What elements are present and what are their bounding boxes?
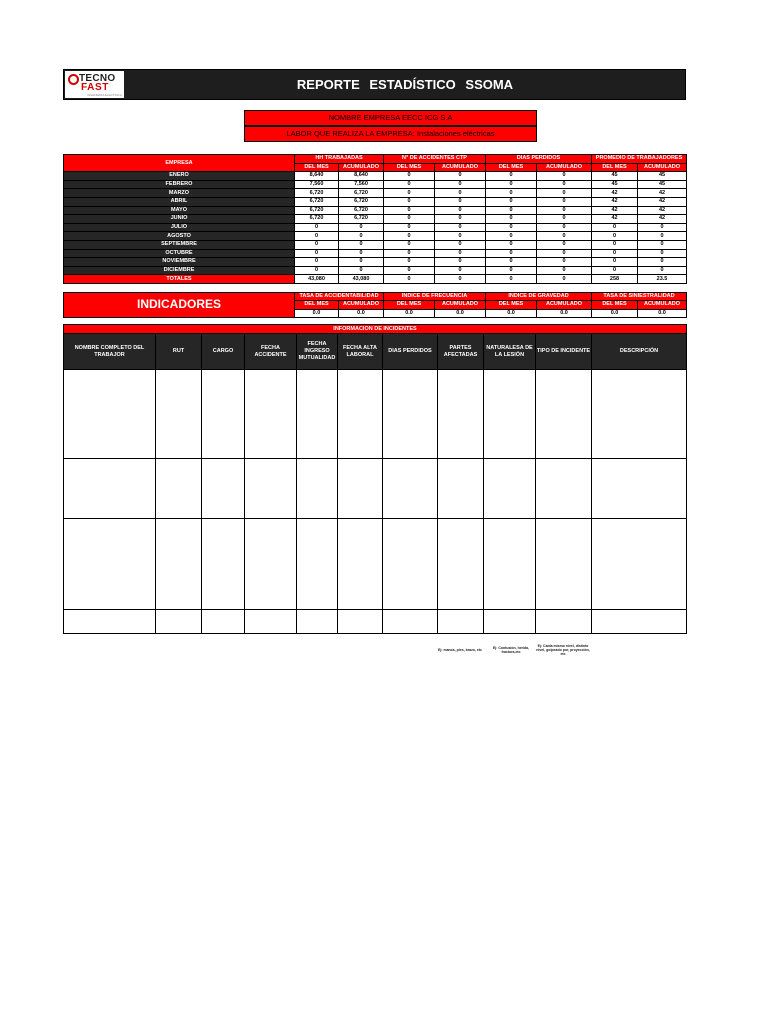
- cell: 0: [486, 249, 537, 258]
- group-header-hh: HH TRABAJADAS: [295, 155, 384, 164]
- column-header: DESCRIPCIÓN: [592, 334, 687, 370]
- cell: 7,560: [339, 180, 384, 189]
- cell: 0: [592, 258, 638, 267]
- cell: 0: [339, 232, 384, 241]
- subheader: ACUMULADO: [537, 163, 592, 172]
- cell: 0: [638, 249, 687, 258]
- indicator-value: 0.0: [592, 309, 638, 317]
- month-label: JUNIO: [64, 215, 295, 224]
- cell: 0: [435, 189, 486, 198]
- cell: 0: [592, 266, 638, 275]
- cell[interactable]: [297, 610, 338, 634]
- cell[interactable]: [297, 459, 338, 519]
- cell: 0: [486, 223, 537, 232]
- month-label: ABRIL: [64, 197, 295, 206]
- subheader: ACUMULADO: [339, 163, 384, 172]
- indicator-value: 0.0: [537, 309, 592, 317]
- column-header: DIAS PERDIDOS: [383, 334, 438, 370]
- cell[interactable]: [338, 370, 383, 459]
- cell: 0: [384, 266, 435, 275]
- cell: 0: [537, 258, 592, 267]
- subheader: DEL MES: [592, 163, 638, 172]
- month-label: ENERO: [64, 172, 295, 181]
- column-header: CARGO: [202, 334, 245, 370]
- cell[interactable]: [156, 519, 202, 610]
- company-name: NOMBRE EMPRESA EECC ICG S.A: [244, 110, 537, 126]
- subheader: ACUMULADO: [638, 163, 687, 172]
- month-label: NOVIEMBRE: [64, 258, 295, 267]
- cell: 0: [295, 240, 339, 249]
- cell[interactable]: [245, 519, 297, 610]
- cell[interactable]: [297, 519, 338, 610]
- cell: 6,720: [295, 215, 339, 224]
- cell: 0: [384, 206, 435, 215]
- cell[interactable]: [202, 459, 245, 519]
- indicator-value: 0.0: [295, 309, 339, 317]
- cell: 0: [592, 249, 638, 258]
- cell: 0: [295, 266, 339, 275]
- report-title: REPORTE ESTADÍSTICO SSOMA: [296, 77, 514, 92]
- cell: 0: [384, 172, 435, 181]
- cell[interactable]: [536, 370, 592, 459]
- cell: 6,720: [339, 189, 384, 198]
- cell: 0: [638, 258, 687, 267]
- cell[interactable]: [245, 610, 297, 634]
- month-label: MAYO: [64, 206, 295, 215]
- cell: 0: [295, 232, 339, 241]
- subheader: DEL MES: [486, 163, 537, 172]
- incident-row: [64, 519, 687, 610]
- indicator-value: 0.0: [638, 309, 687, 317]
- cell: 0: [638, 232, 687, 241]
- cell: 45: [638, 172, 687, 181]
- totals-label: TOTALES: [64, 275, 295, 284]
- incident-row: [64, 459, 687, 519]
- cell: 0: [537, 189, 592, 198]
- cell: 42: [592, 206, 638, 215]
- month-label: AGOSTO: [64, 232, 295, 241]
- cell: 0: [486, 189, 537, 198]
- cell[interactable]: [592, 370, 687, 459]
- table-row: [64, 215, 687, 224]
- column-header: FECHA INGRESO MUTUALIDAD: [297, 334, 338, 370]
- cell[interactable]: [484, 370, 536, 459]
- month-label: DICIEMBRE: [64, 266, 295, 275]
- table-row: [64, 189, 687, 198]
- incident-row: [64, 610, 687, 634]
- cell[interactable]: [297, 370, 338, 459]
- cell[interactable]: [245, 370, 297, 459]
- cell: 0: [339, 249, 384, 258]
- cell[interactable]: [438, 370, 484, 459]
- month-label: JULIO: [64, 223, 295, 232]
- footnote-incident-type: Ej: Caída mismo nivel, distinto nivel, golpeado por, proyección, etc: [536, 644, 590, 656]
- table-row: [64, 249, 687, 258]
- indicators-title: INDICADORES: [64, 293, 295, 318]
- subheader: DEL MES: [384, 163, 435, 172]
- cell: 0: [537, 206, 592, 215]
- cell: 0: [537, 197, 592, 206]
- cell[interactable]: [64, 519, 156, 610]
- cell: 0: [384, 189, 435, 198]
- indicator-value: 0.0: [339, 309, 384, 317]
- cell: 0: [295, 258, 339, 267]
- cell[interactable]: [383, 370, 438, 459]
- cell: 6,720: [295, 197, 339, 206]
- cell: 0: [435, 197, 486, 206]
- cell: 6,720: [339, 197, 384, 206]
- cell[interactable]: [536, 610, 592, 634]
- totals-row: [64, 275, 687, 284]
- subheader: ACUMULADO: [339, 301, 384, 309]
- cell: 45: [592, 172, 638, 181]
- logo-text-top: TECNO: [79, 73, 116, 84]
- group-header: TASA DE ACCIDENTABILIDAD: [295, 293, 384, 301]
- cell: 0: [295, 249, 339, 258]
- cell[interactable]: [338, 610, 383, 634]
- cell: 0: [435, 223, 486, 232]
- cell: 0: [537, 223, 592, 232]
- cell: 0: [384, 240, 435, 249]
- cell: 6,720: [295, 206, 339, 215]
- cell[interactable]: [202, 370, 245, 459]
- cell: 45: [592, 180, 638, 189]
- cell[interactable]: [536, 519, 592, 610]
- cell[interactable]: [438, 610, 484, 634]
- group-header: INDICE DE GRAVEDAD: [486, 293, 592, 301]
- footnote-injury: Ej: Contusión, herida, fractura,etc: [492, 646, 530, 654]
- cell: 0: [486, 206, 537, 215]
- group-header: INDICE DE FRECUENCIA: [384, 293, 486, 301]
- cell: 0: [537, 249, 592, 258]
- cell: 0: [486, 215, 537, 224]
- subheader: DEL MES: [295, 301, 339, 309]
- subheader: ACUMULADO: [537, 301, 592, 309]
- table-row: [64, 258, 687, 267]
- subheader: DEL MES: [592, 301, 638, 309]
- cell[interactable]: [64, 610, 156, 634]
- cell: 0: [384, 275, 435, 284]
- table-row: [64, 180, 687, 189]
- cell: 6,720: [295, 189, 339, 198]
- cell: 0: [486, 258, 537, 267]
- cell: 0: [384, 215, 435, 224]
- indicator-value: 0.0: [435, 309, 486, 317]
- cell[interactable]: [156, 370, 202, 459]
- cell: 0: [339, 223, 384, 232]
- cell: 0: [435, 249, 486, 258]
- cell: 0: [435, 275, 486, 284]
- indicators-table: [63, 292, 687, 318]
- subheader: DEL MES: [486, 301, 537, 309]
- cell: 42: [638, 206, 687, 215]
- subheader: DEL MES: [295, 163, 339, 172]
- cell: 0: [537, 180, 592, 189]
- subheader: DEL MES: [384, 301, 435, 309]
- cell: 6,720: [339, 215, 384, 224]
- cell: 0: [537, 240, 592, 249]
- indicator-value: 0.0: [384, 309, 435, 317]
- cell[interactable]: [64, 459, 156, 519]
- table-row: [64, 206, 687, 215]
- cell: 0: [384, 180, 435, 189]
- cell: 0: [486, 240, 537, 249]
- cell: 0: [295, 223, 339, 232]
- indicator-value: 0.0: [486, 309, 537, 317]
- cell: 0: [638, 240, 687, 249]
- cell[interactable]: [592, 610, 687, 634]
- logo-text-bottom: FAST: [81, 82, 109, 93]
- cell: 42: [592, 197, 638, 206]
- table-row: [64, 172, 687, 181]
- group-header-avg-workers: PROMEDIO DE TRABAJADORES: [592, 155, 687, 164]
- cell: 43,080: [295, 275, 339, 284]
- cell[interactable]: [592, 519, 687, 610]
- column-header: NATURALESA DE LA LESIÓN: [484, 334, 536, 370]
- column-header: TIPO DE INCIDENTE: [536, 334, 592, 370]
- cell[interactable]: [156, 610, 202, 634]
- cell: 0: [435, 258, 486, 267]
- cell: 23.5: [638, 275, 687, 284]
- cell[interactable]: [338, 459, 383, 519]
- cell[interactable]: [156, 459, 202, 519]
- month-label: MARZO: [64, 189, 295, 198]
- company-logo: [65, 71, 124, 98]
- cell: 0: [486, 172, 537, 181]
- statistics-table: [63, 154, 687, 284]
- cell: 42: [638, 197, 687, 206]
- cell: 0: [384, 232, 435, 241]
- month-label: OCTUBRE: [64, 249, 295, 258]
- cell[interactable]: [338, 519, 383, 610]
- footnote-parts: Ej: manos, pies, brazo, etc: [438, 648, 482, 652]
- cell: 0: [435, 240, 486, 249]
- cell: 0: [384, 223, 435, 232]
- cell: 45: [638, 180, 687, 189]
- cell: 0: [339, 258, 384, 267]
- cell: 0: [592, 223, 638, 232]
- cell: 42: [592, 189, 638, 198]
- cell[interactable]: [64, 370, 156, 459]
- cell: 0: [537, 266, 592, 275]
- cell: 0: [435, 232, 486, 241]
- cell: 42: [638, 189, 687, 198]
- table-row: [64, 232, 687, 241]
- cell: 0: [486, 180, 537, 189]
- cell: 0: [435, 180, 486, 189]
- table-row: [64, 240, 687, 249]
- cell[interactable]: [245, 459, 297, 519]
- cell: 0: [638, 223, 687, 232]
- month-label: FEBRERO: [64, 180, 295, 189]
- table-row: [64, 223, 687, 232]
- cell[interactable]: [484, 459, 536, 519]
- cell: 0: [435, 172, 486, 181]
- logo-circle-icon: [68, 74, 79, 85]
- cell: 0: [435, 206, 486, 215]
- cell: 0: [435, 266, 486, 275]
- cell[interactable]: [484, 519, 536, 610]
- cell: 6,720: [339, 206, 384, 215]
- column-header: FECHA ALTA LABORAL: [338, 334, 383, 370]
- cell: 7,560: [295, 180, 339, 189]
- cell: 0: [537, 275, 592, 284]
- cell: 0: [486, 197, 537, 206]
- table-row: [64, 266, 687, 275]
- cell: 0: [435, 215, 486, 224]
- cell: 0: [537, 232, 592, 241]
- cell[interactable]: [383, 459, 438, 519]
- cell: 0: [592, 232, 638, 241]
- cell[interactable]: [438, 519, 484, 610]
- company-labor: LABOR QUE REALIZA LA EMPRESA: Instalaciones eléctricas: [244, 126, 537, 142]
- cell[interactable]: [536, 459, 592, 519]
- cell[interactable]: [383, 610, 438, 634]
- report-header: [63, 69, 686, 100]
- cell: 8,640: [339, 172, 384, 181]
- column-header: PARTES AFECTADAS: [438, 334, 484, 370]
- group-header-accidents: N° DE ACCIDENTES CTP: [384, 155, 486, 164]
- cell: 0: [486, 275, 537, 284]
- cell: 0: [537, 172, 592, 181]
- cell[interactable]: [592, 459, 687, 519]
- table-row: [64, 197, 687, 206]
- column-header: FECHA ACCIDENTE: [245, 334, 297, 370]
- cell: 0: [486, 266, 537, 275]
- cell[interactable]: [383, 519, 438, 610]
- group-header-lost-days: DIAS PERDIDOS: [486, 155, 592, 164]
- cell: 0: [486, 232, 537, 241]
- cell[interactable]: [202, 519, 245, 610]
- cell: 0: [339, 240, 384, 249]
- cell: 0: [384, 249, 435, 258]
- cell: 43,080: [339, 275, 384, 284]
- cell: 8,640: [295, 172, 339, 181]
- cell: 42: [638, 215, 687, 224]
- incident-row: [64, 370, 687, 459]
- cell: 0: [537, 215, 592, 224]
- cell: 0: [384, 197, 435, 206]
- cell: 0: [592, 240, 638, 249]
- group-header: TASA DE SINIESTRALIDAD: [592, 293, 687, 301]
- cell: 42: [592, 215, 638, 224]
- cell[interactable]: [484, 610, 536, 634]
- column-header: NOMBRE COMPLETO DEL TRABAJOR: [64, 334, 156, 370]
- column-header: RUT: [156, 334, 202, 370]
- subheader: ACUMULADO: [435, 301, 486, 309]
- logo-tagline: INGENIERIA ELECTRICA: [87, 93, 122, 97]
- subheader: ACUMULADO: [435, 163, 486, 172]
- cell: 0: [339, 266, 384, 275]
- month-label: SEPTIEMBRE: [64, 240, 295, 249]
- cell: 0: [638, 266, 687, 275]
- empresa-header: EMPRESA: [64, 155, 295, 172]
- cell: 0: [384, 258, 435, 267]
- incidents-title: INFORMACION DE INCIDENTES: [64, 325, 687, 334]
- cell: 258: [592, 275, 638, 284]
- incidents-table: [63, 324, 687, 634]
- subheader: ACUMULADO: [638, 301, 687, 309]
- cell[interactable]: [438, 459, 484, 519]
- cell[interactable]: [202, 610, 245, 634]
